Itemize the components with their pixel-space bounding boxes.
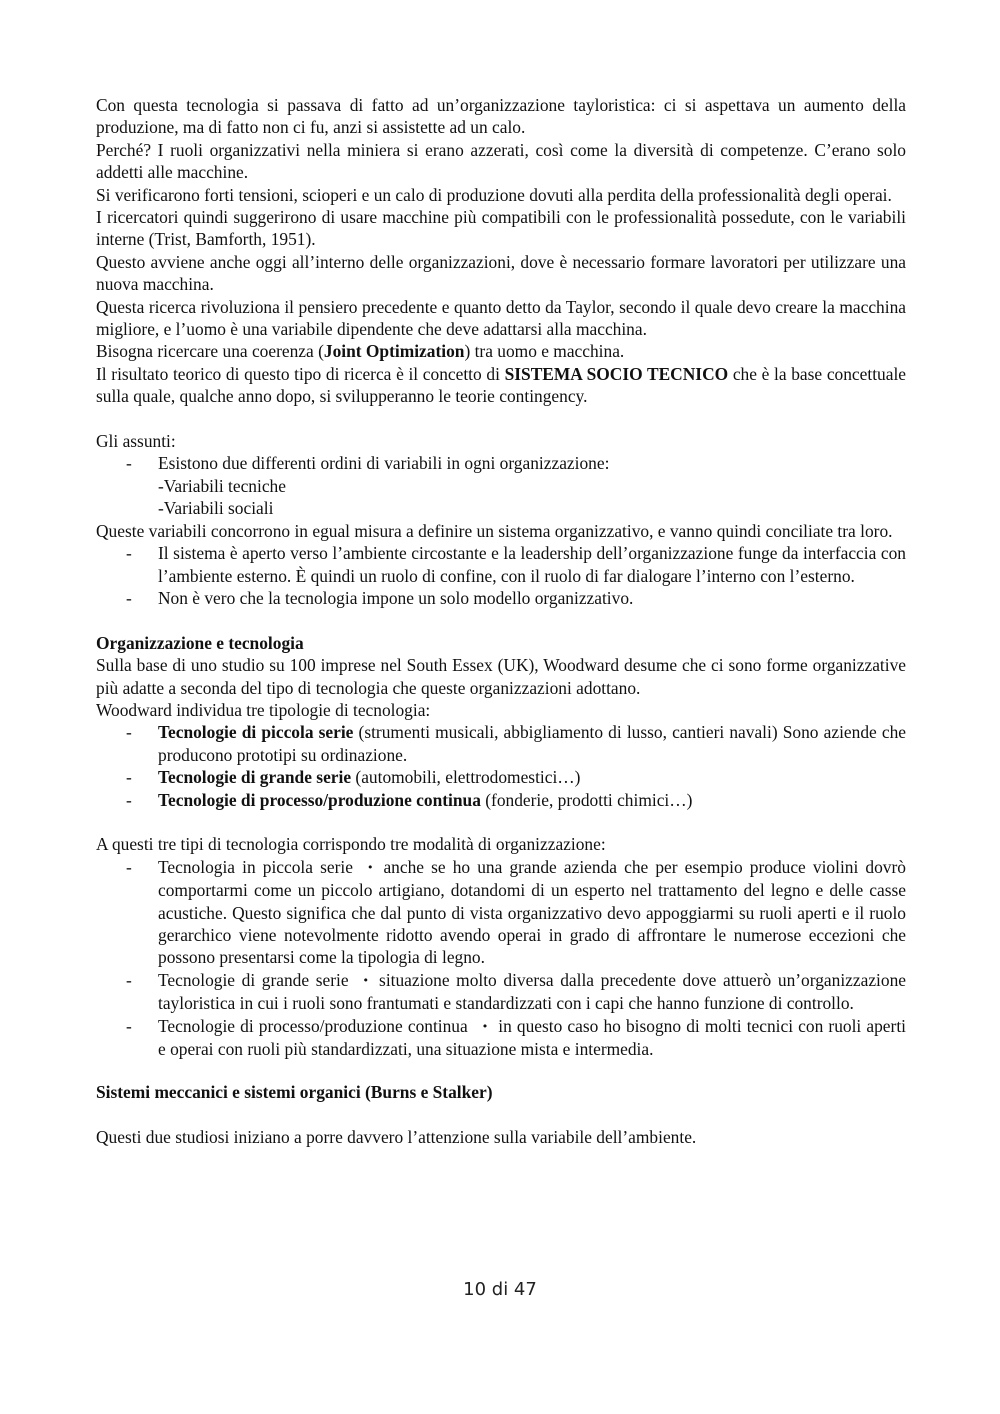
item-label: Tecnologie di grande serie xyxy=(158,969,349,990)
list-item: - Esistono due differenti ordini di variabili in ogni organizzazione: xyxy=(96,452,906,474)
arrow-icon: • xyxy=(481,1019,489,1033)
section-heading: Organizzazione e tecnologia xyxy=(96,632,304,653)
paragraph: Questo avviene anche oggi all’interno delle organizzazioni, dove è necessario formare lavoratori per utilizzare una nuova macchina. xyxy=(96,251,906,295)
list-item xyxy=(96,969,906,1015)
item-text: (automobili, elettrodomestici…) xyxy=(351,767,581,788)
assunti-list xyxy=(96,452,906,474)
list-item xyxy=(96,789,906,811)
list-item xyxy=(96,721,906,766)
item-label: Tecnologie di processo/produzione continua xyxy=(158,1015,468,1036)
section-heading: Sistemi meccanici e sistemi organici (Burns e Stalker) xyxy=(96,1082,493,1103)
arrow-icon: • xyxy=(362,973,370,987)
list-item xyxy=(96,856,906,969)
text-run: che è la base concettuale sulla quale, qualche anno dopo, si svilupperanno le teorie contingency. xyxy=(96,363,906,407)
paragraph: Questa ricerca rivoluziona il pensiero precedente e quanto detto da Taylor, secondo il quale devo creare la macchina migliore, e l’uomo è una variabile dipendente che deve adattarsi alla macchina. xyxy=(96,296,906,340)
paragraph: A questi tre tipi di tecnologia corrispondo tre modalità di organizzazione: xyxy=(96,834,606,855)
tecnologie-list xyxy=(96,721,906,811)
paragraph: Perché? I ruoli organizzativi nella miniera si erano azzerati, così come la diversità di competenze. C’erano solo addetti alle macchine. xyxy=(96,139,906,183)
item-text: situazione molto diversa dalla precedente dove attuerò un’organizzazione tayloristica in cui i ruoli sono frantumati e standardizzati con i capi che hanno funzione di controllo. xyxy=(158,969,906,1014)
paragraph: Questi due studiosi iniziano a porre davvero l’attenzione sulla variabile dell’ambiente. xyxy=(96,1127,697,1148)
term-joint-optimization: Joint Optimization xyxy=(323,341,465,362)
text-run: Bisogna ricercare una coerenza ( xyxy=(96,341,324,362)
item-label: Tecnologia in piccola serie xyxy=(158,856,353,877)
sub-item: -Variabili sociali xyxy=(158,498,274,519)
list-item xyxy=(96,1015,906,1061)
item-term: Tecnologie di piccola serie xyxy=(158,722,354,743)
item-text: (fonderie, prodotti chimici…) xyxy=(480,789,693,810)
paragraph: Queste variabili concorrono in egual misura a definire un sistema organizzativo, e vanno quindi conciliate tra loro. xyxy=(96,520,893,541)
item-text: anche se ho una grande azienda che per esempio produce violini dovrò comportarmi come un piccolo artigiano, dotandomi di un esperto nel trattamento del legno e delle casse acustiche. Questo significa che dal punto di vista organizzativo devo appoggiarmi su ruoli aperti e il ruolo gerarchico viene notevolmente ridotto avendo operai in grado di affrontare le numerose eccezioni che possono presentarsi come la tipologia di legno. xyxy=(158,856,906,968)
term-sistema-socio-tecnico: SISTEMA SOCIO TECNICO xyxy=(504,363,729,384)
paragraph xyxy=(96,363,906,408)
text-run: ) tra uomo e macchina. xyxy=(464,341,625,362)
document-page xyxy=(96,94,906,1149)
item-term: Tecnologie di processo/produzione continua xyxy=(158,789,481,810)
paragraph: Si verificarono forti tensioni, scioperi e un calo di produzione dovuti alla perdita della professionalità degli operai. xyxy=(96,184,892,205)
list-item: - Il sistema è aperto verso l’ambiente circostante e la leadership dell’organizzazione funge da interfaccia con l’ambiente esterno. È quindi un ruolo di confine, con il ruolo di far dialogare l’interno con l’esterno. xyxy=(96,542,906,587)
modalita-list xyxy=(96,856,906,1061)
text-run: Il risultato teorico di questo tipo di ricerca è il concetto di xyxy=(96,363,505,384)
paragraph xyxy=(96,340,906,362)
assunti-title: Gli assunti: xyxy=(96,431,176,452)
paragraph: Sulla base di uno studio su 100 imprese nel South Essex (UK), Woodward desume che ci sono forme organizzative più adatte a seconda del tipo di tecnologia che queste organizzazioni adottano. xyxy=(96,655,906,698)
page-number: 10 di 47 xyxy=(463,1279,537,1300)
item-term: Tecnologie di grande serie xyxy=(158,767,352,788)
paragraph: Woodward individua tre tipologie di tecnologia: xyxy=(96,699,431,720)
paragraph: Con questa tecnologia si passava di fatto ad un’organizzazione tayloristica: ci si aspettava un aumento della produzione, ma di fatto non ci fu, anzi si assistette ad un calo. xyxy=(96,95,906,138)
list-item xyxy=(96,766,906,788)
arrow-icon: • xyxy=(366,860,374,874)
paragraph: I ricercatori quindi suggerirono di usare macchine più compatibili con le professionalità possedute, con le variabili interne (Trist, Bamforth, 1951). xyxy=(96,207,906,250)
assunti-list xyxy=(96,542,906,609)
list-item: - Non è vero che la tecnologia impone un solo modello organizzativo. xyxy=(96,587,906,609)
sub-item: -Variabili tecniche xyxy=(158,475,286,496)
item-text: in questo caso ho bisogno di molti tecnici con ruoli aperti e operai con ruoli più standardizzati, una situazione mista e intermedia. xyxy=(158,1015,906,1060)
item-text: (strumenti musicali, abbigliamento di lusso, cantieri navali) Sono aziende che producono prototipi su ordinazione. xyxy=(158,722,906,765)
